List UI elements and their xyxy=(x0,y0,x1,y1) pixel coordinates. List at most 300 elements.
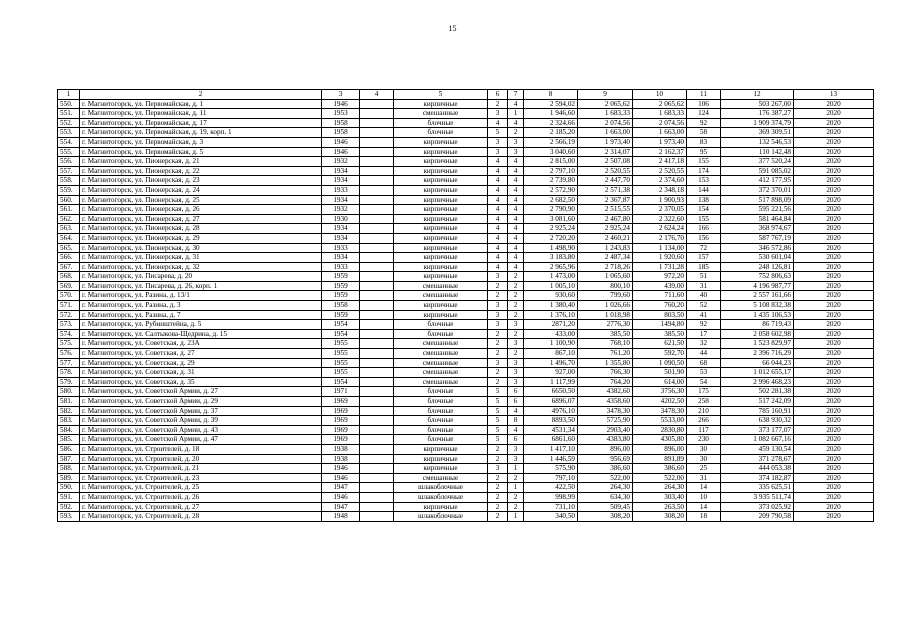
cell-address: г. Магнитогорск, ул. Писарева, д. 20 xyxy=(80,272,322,282)
cell-number: 551. xyxy=(58,109,80,119)
header-cell-number: 1 xyxy=(58,90,80,100)
cell-year: 1954 xyxy=(322,329,360,339)
cell-residents: 166 xyxy=(687,224,721,234)
cell-wall-material: смешанные xyxy=(394,281,488,291)
cell-year-planned: 2020 xyxy=(794,243,874,253)
cell-wall-material: блочные xyxy=(394,329,488,339)
cell-wall-material: блочные xyxy=(394,406,488,416)
cell-number: 593. xyxy=(58,512,80,522)
cell-number: 576. xyxy=(58,349,80,359)
cell-wall-material: смешанные xyxy=(394,368,488,378)
cell-entrances: 4 xyxy=(508,195,524,205)
cell-total-area: 2 720,20 xyxy=(524,233,578,243)
cell-floors: 2 xyxy=(488,339,508,349)
cell-cost: 1 435 106,53 xyxy=(721,310,794,320)
cell-residents: 154 xyxy=(687,205,721,215)
cell-residents: 175 xyxy=(687,387,721,397)
cell-area-residential: 2 074,56 xyxy=(633,118,687,128)
cell-year-planned: 2020 xyxy=(794,310,874,320)
cell-floors: 3 xyxy=(488,109,508,119)
table-row xyxy=(58,492,874,502)
table-row xyxy=(58,425,874,435)
cell-wall-material: смешанные xyxy=(394,377,488,387)
cell-col4 xyxy=(360,272,394,282)
cell-area-residential: 2 370,05 xyxy=(633,205,687,215)
cell-total-area: 1 117,99 xyxy=(524,377,578,387)
cell-total-area: 8893,50 xyxy=(524,416,578,426)
cell-residents: 95 xyxy=(687,147,721,157)
cell-address: г. Магнитогорск, ул. Первомайская, д. 5 xyxy=(80,147,322,157)
cell-total-area: 1 380,40 xyxy=(524,301,578,311)
cell-year-planned: 2020 xyxy=(794,281,874,291)
cell-cost: 752 806,63 xyxy=(721,272,794,282)
cell-floors: 3 xyxy=(488,310,508,320)
cell-cost: 530 601,04 xyxy=(721,253,794,263)
cell-col4 xyxy=(360,214,394,224)
cell-cost: 785 160,91 xyxy=(721,406,794,416)
cell-col4 xyxy=(360,301,394,311)
cell-address: г. Магнитогорск, ул. Первомайская, д. 3 xyxy=(80,137,322,147)
cell-total-area: 4531,34 xyxy=(524,425,578,435)
cell-address: г. Магнитогорск, ул. Советская, д. 31 xyxy=(80,368,322,378)
table-row xyxy=(58,128,874,138)
cell-floors: 4 xyxy=(488,118,508,128)
cell-floors: 2 xyxy=(488,349,508,359)
cell-area-residential: 263,50 xyxy=(633,502,687,512)
cell-wall-material: блочные xyxy=(394,397,488,407)
cell-col4 xyxy=(360,358,394,368)
cell-floors: 3 xyxy=(488,301,508,311)
cell-floors: 2 xyxy=(488,473,508,483)
cell-year: 1947 xyxy=(322,483,360,493)
cell-number: 570. xyxy=(58,291,80,301)
cell-address: г. Магнитогорск, ул. Строителей, д. 21 xyxy=(80,464,322,474)
cell-year-planned: 2020 xyxy=(794,99,874,109)
cell-cost: 2 996 468,23 xyxy=(721,377,794,387)
cell-entrances: 4 xyxy=(508,118,524,128)
cell-residents: 30 xyxy=(687,454,721,464)
cell-col4 xyxy=(360,377,394,387)
cell-wall-material: блочные xyxy=(394,118,488,128)
cell-year: 1969 xyxy=(322,416,360,426)
cell-number: 571. xyxy=(58,301,80,311)
cell-number: 583. xyxy=(58,416,80,426)
cell-floors: 5 xyxy=(488,406,508,416)
cell-cost: 371 278,67 xyxy=(721,454,794,464)
cell-year-planned: 2020 xyxy=(794,253,874,263)
cell-area-residential: 2 065,62 xyxy=(633,99,687,109)
cell-area-residential: 592,70 xyxy=(633,349,687,359)
cell-entrances: 2 xyxy=(508,272,524,282)
cell-number: 558. xyxy=(58,176,80,186)
cell-address: г. Магнитогорск, ул. Салтыкова-Щедрина, д. 15 xyxy=(80,329,322,339)
cell-year: 1948 xyxy=(322,512,360,522)
cell-area-premises: 1 018,98 xyxy=(578,310,633,320)
cell-wall-material: блочные xyxy=(394,320,488,330)
cell-year: 1946 xyxy=(322,473,360,483)
cell-residents: 155 xyxy=(687,157,721,167)
cell-year: 1946 xyxy=(322,464,360,474)
cell-col4 xyxy=(360,454,394,464)
table-row xyxy=(58,291,874,301)
cell-floors: 2 xyxy=(488,291,508,301)
cell-total-area: 2 797,10 xyxy=(524,166,578,176)
cell-area-premises: 2 447,70 xyxy=(578,176,633,186)
cell-area-premises: 1 663,00 xyxy=(578,128,633,138)
cell-year-planned: 2020 xyxy=(794,416,874,426)
cell-floors: 2 xyxy=(488,483,508,493)
cell-area-premises: 5725,90 xyxy=(578,416,633,426)
cell-area-premises: 2903,40 xyxy=(578,425,633,435)
cell-entrances: 4 xyxy=(508,224,524,234)
cell-area-premises: 768,10 xyxy=(578,339,633,349)
table-row xyxy=(58,243,874,253)
cell-area-premises: 761,20 xyxy=(578,349,633,359)
cell-total-area: 1 498,90 xyxy=(524,243,578,253)
cell-address: г. Магнитогорск, ул. Советская, д. 35 xyxy=(80,377,322,387)
cell-year: 1959 xyxy=(322,272,360,282)
cell-entrances: 2 xyxy=(508,492,524,502)
cell-total-area: 1 446,59 xyxy=(524,454,578,464)
cell-area-premises: 2 467,80 xyxy=(578,214,633,224)
cell-year: 1959 xyxy=(322,281,360,291)
cell-cost: 2 058 602,98 xyxy=(721,329,794,339)
cell-address: г. Магнитогорск, ул. Строителей, д. 25 xyxy=(80,483,322,493)
cell-col4 xyxy=(360,368,394,378)
housing-registry-table xyxy=(57,89,874,522)
cell-year-planned: 2020 xyxy=(794,195,874,205)
cell-wall-material: блочные xyxy=(394,416,488,426)
cell-number: 590. xyxy=(58,483,80,493)
cell-residents: 153 xyxy=(687,176,721,186)
cell-address: г. Магнитогорск, ул. Пионерская, д. 23 xyxy=(80,176,322,186)
cell-entrances: 4 xyxy=(508,157,524,167)
cell-residents: 210 xyxy=(687,406,721,416)
cell-wall-material: кирпичные xyxy=(394,214,488,224)
header-cell-entrances: 7 xyxy=(508,90,524,100)
cell-address: г. Магнитогорск, ул. Пионерская, д. 24 xyxy=(80,185,322,195)
cell-area-residential: 4202,50 xyxy=(633,397,687,407)
cell-total-area: 2 965,96 xyxy=(524,262,578,272)
cell-year-planned: 2020 xyxy=(794,464,874,474)
cell-year: 1934 xyxy=(322,224,360,234)
cell-cost: 591 085,02 xyxy=(721,166,794,176)
header-cell-col4: 4 xyxy=(360,90,394,100)
cell-total-area: 2 815,00 xyxy=(524,157,578,167)
cell-total-area: 1 946,60 xyxy=(524,109,578,119)
cell-address: г. Магнитогорск, ул. Советской Армии, д. 39 xyxy=(80,416,322,426)
cell-address: г. Магнитогорск, ул. Первомайская, д. 19, корп. 1 xyxy=(80,128,322,138)
cell-total-area: 797,10 xyxy=(524,473,578,483)
cell-year: 1955 xyxy=(322,339,360,349)
header-cell-address: 2 xyxy=(80,90,322,100)
cell-col4 xyxy=(360,512,394,522)
table-row xyxy=(58,214,874,224)
cell-floors: 4 xyxy=(488,243,508,253)
cell-number: 587. xyxy=(58,454,80,464)
cell-wall-material: шлакоблочные xyxy=(394,512,488,522)
cell-address: г. Магнитогорск, ул. Советской Армии, д. 43 xyxy=(80,425,322,435)
header-cell-year: 3 xyxy=(322,90,360,100)
cell-floors: 4 xyxy=(488,233,508,243)
cell-area-residential: 1 900,93 xyxy=(633,195,687,205)
cell-col4 xyxy=(360,109,394,119)
cell-year: 1934 xyxy=(322,233,360,243)
cell-floors: 3 xyxy=(488,464,508,474)
cell-number: 562. xyxy=(58,214,80,224)
cell-col4 xyxy=(360,473,394,483)
cell-entrances: 1 xyxy=(508,464,524,474)
cell-residents: 14 xyxy=(687,502,721,512)
cell-year-planned: 2020 xyxy=(794,387,874,397)
cell-area-residential: 1 683,33 xyxy=(633,109,687,119)
cell-address: г. Магнитогорск, ул. Строителей, д. 23 xyxy=(80,473,322,483)
cell-col4 xyxy=(360,99,394,109)
cell-residents: 157 xyxy=(687,253,721,263)
cell-address: г. Магнитогорск, ул. Разина, д. 3 xyxy=(80,301,322,311)
cell-total-area: 2 790,90 xyxy=(524,205,578,215)
table-row xyxy=(58,166,874,176)
cell-year-planned: 2020 xyxy=(794,233,874,243)
cell-col4 xyxy=(360,262,394,272)
table-row xyxy=(58,416,874,426)
cell-residents: 155 xyxy=(687,214,721,224)
cell-area-premises: 2 074,56 xyxy=(578,118,633,128)
cell-total-area: 433,00 xyxy=(524,329,578,339)
cell-cost: 1 909 374,79 xyxy=(721,118,794,128)
cell-address: г. Магнитогорск, ул. Пионерская, д. 25 xyxy=(80,195,322,205)
table-row xyxy=(58,262,874,272)
cell-total-area: 422,50 xyxy=(524,483,578,493)
cell-year: 1954 xyxy=(322,377,360,387)
cell-year: 1955 xyxy=(322,368,360,378)
table-row xyxy=(58,205,874,215)
table-row xyxy=(58,377,874,387)
cell-year: 1938 xyxy=(322,444,360,454)
cell-number: 568. xyxy=(58,272,80,282)
cell-area-premises: 2 520,55 xyxy=(578,166,633,176)
cell-residents: 58 xyxy=(687,128,721,138)
cell-cost: 581 464,84 xyxy=(721,214,794,224)
cell-cost: 517 242,09 xyxy=(721,397,794,407)
cell-wall-material: кирпичные xyxy=(394,464,488,474)
cell-address: г. Магнитогорск, ул. Советская, д. 29 xyxy=(80,358,322,368)
cell-total-area: 2 594,02 xyxy=(524,99,578,109)
cell-address: г. Магнитогорск, ул. Рубинштейна, д. 5 xyxy=(80,320,322,330)
cell-entrances: 3 xyxy=(508,368,524,378)
cell-cost: 209 790,58 xyxy=(721,512,794,522)
cell-col4 xyxy=(360,253,394,263)
header-cell-total-area: 8 xyxy=(524,90,578,100)
cell-area-premises: 385,50 xyxy=(578,329,633,339)
cell-col4 xyxy=(360,492,394,502)
cell-wall-material: блочные xyxy=(394,387,488,397)
cell-number: 591. xyxy=(58,492,80,502)
cell-area-residential: 621,50 xyxy=(633,339,687,349)
cell-year-planned: 2020 xyxy=(794,262,874,272)
cell-area-residential: 711,60 xyxy=(633,291,687,301)
cell-address: г. Магнитогорск, ул. Советская, д. 27 xyxy=(80,349,322,359)
cell-col4 xyxy=(360,502,394,512)
cell-year: 1946 xyxy=(322,492,360,502)
cell-area-residential: 1 090,50 xyxy=(633,358,687,368)
cell-number: 553. xyxy=(58,128,80,138)
cell-area-residential: 2 162,37 xyxy=(633,147,687,157)
cell-wall-material: кирпичные xyxy=(394,502,488,512)
cell-floors: 4 xyxy=(488,176,508,186)
table-row xyxy=(58,387,874,397)
cell-year: 1932 xyxy=(322,157,360,167)
table-row xyxy=(58,368,874,378)
cell-wall-material: кирпичные xyxy=(394,185,488,195)
cell-area-residential: 2 624,24 xyxy=(633,224,687,234)
cell-address: г. Магнитогорск, ул. Строителей, д. 26 xyxy=(80,492,322,502)
cell-number: 573. xyxy=(58,320,80,330)
cell-residents: 30 xyxy=(687,444,721,454)
header-cell-year-planned: 13 xyxy=(794,90,874,100)
cell-year-planned: 2020 xyxy=(794,176,874,186)
table-row xyxy=(58,224,874,234)
cell-floors: 4 xyxy=(488,157,508,167)
table-row xyxy=(58,281,874,291)
table-row xyxy=(58,358,874,368)
cell-total-area: 927,00 xyxy=(524,368,578,378)
cell-cost: 176 387,27 xyxy=(721,109,794,119)
cell-floors: 5 xyxy=(488,387,508,397)
cell-year-planned: 2020 xyxy=(794,473,874,483)
cell-entrances: 3 xyxy=(508,147,524,157)
cell-cost: 346 572,86 xyxy=(721,243,794,253)
cell-wall-material: смешанные xyxy=(394,349,488,359)
cell-year: 1954 xyxy=(322,320,360,330)
cell-col4 xyxy=(360,387,394,397)
cell-address: г. Магнитогорск, ул. Пионерская, д. 22 xyxy=(80,166,322,176)
cell-col4 xyxy=(360,464,394,474)
cell-year: 1958 xyxy=(322,128,360,138)
cell-col4 xyxy=(360,320,394,330)
cell-residents: 156 xyxy=(687,233,721,243)
cell-entrances: 4 xyxy=(508,253,524,263)
cell-area-residential: 614,00 xyxy=(633,377,687,387)
cell-year-planned: 2020 xyxy=(794,483,874,493)
cell-floors: 4 xyxy=(488,224,508,234)
header-cell-floors: 6 xyxy=(488,90,508,100)
cell-area-residential: 3756,30 xyxy=(633,387,687,397)
cell-total-area: 3 183,80 xyxy=(524,253,578,263)
cell-cost: 248 126,81 xyxy=(721,262,794,272)
cell-number: 561. xyxy=(58,205,80,215)
cell-area-premises: 4382,60 xyxy=(578,387,633,397)
cell-residents: 230 xyxy=(687,435,721,445)
cell-wall-material: шлакоблочные xyxy=(394,483,488,493)
cell-floors: 2 xyxy=(488,512,508,522)
cell-wall-material: кирпичные xyxy=(394,272,488,282)
cell-wall-material: кирпичные xyxy=(394,310,488,320)
cell-wall-material: кирпичные xyxy=(394,243,488,253)
table-row xyxy=(58,397,874,407)
table-row xyxy=(58,233,874,243)
cell-year: 1934 xyxy=(322,253,360,263)
cell-entrances: 6 xyxy=(508,387,524,397)
cell-address: г. Магнитогорск, ул. Первомайская, д. 1 xyxy=(80,99,322,109)
cell-wall-material: кирпичные xyxy=(394,147,488,157)
cell-area-residential: 2 348,18 xyxy=(633,185,687,195)
cell-number: 559. xyxy=(58,185,80,195)
cell-area-residential: 760,20 xyxy=(633,301,687,311)
cell-year-planned: 2020 xyxy=(794,224,874,234)
cell-year-planned: 2020 xyxy=(794,444,874,454)
cell-year: 1933 xyxy=(322,243,360,253)
cell-total-area: 1 005,10 xyxy=(524,281,578,291)
cell-residents: 31 xyxy=(687,473,721,483)
cell-col4 xyxy=(360,329,394,339)
cell-floors: 4 xyxy=(488,185,508,195)
cell-number: 574. xyxy=(58,329,80,339)
cell-number: 585. xyxy=(58,435,80,445)
cell-area-residential: 2 417,18 xyxy=(633,157,687,167)
cell-floors: 4 xyxy=(488,166,508,176)
cell-floors: 3 xyxy=(488,137,508,147)
cell-entrances: 2 xyxy=(508,310,524,320)
cell-col4 xyxy=(360,339,394,349)
cell-area-premises: 522,00 xyxy=(578,473,633,483)
cell-area-premises: 308,20 xyxy=(578,512,633,522)
cell-residents: 31 xyxy=(687,281,721,291)
cell-address: г. Магнитогорск, ул. Советской Армии, д. 47 xyxy=(80,435,322,445)
cell-residents: 52 xyxy=(687,301,721,311)
table-row xyxy=(58,157,874,167)
cell-entrances: 3 xyxy=(508,339,524,349)
cell-residents: 32 xyxy=(687,339,721,349)
table-row xyxy=(58,195,874,205)
cell-wall-material: кирпичные xyxy=(394,454,488,464)
cell-entrances: 4 xyxy=(508,243,524,253)
cell-entrances: 2 xyxy=(508,502,524,512)
cell-wall-material: смешанные xyxy=(394,339,488,349)
cell-wall-material: смешанные xyxy=(394,109,488,119)
cell-col4 xyxy=(360,281,394,291)
cell-year: 1969 xyxy=(322,425,360,435)
cell-number: 580. xyxy=(58,387,80,397)
cell-floors: 3 xyxy=(488,358,508,368)
cell-col4 xyxy=(360,166,394,176)
cell-year: 1938 xyxy=(322,454,360,464)
cell-residents: 17 xyxy=(687,329,721,339)
table-row xyxy=(58,176,874,186)
table-row xyxy=(58,473,874,483)
cell-wall-material: смешанные xyxy=(394,473,488,483)
cell-floors: 3 xyxy=(488,320,508,330)
cell-col4 xyxy=(360,137,394,147)
cell-entrances: 4 xyxy=(508,233,524,243)
table-row xyxy=(58,137,874,147)
cell-number: 552. xyxy=(58,118,80,128)
cell-wall-material: кирпичные xyxy=(394,157,488,167)
cell-cost: 444 053,38 xyxy=(721,464,794,474)
cell-residents: 53 xyxy=(687,368,721,378)
cell-entrances: 1 xyxy=(508,483,524,493)
cell-residents: 92 xyxy=(687,320,721,330)
cell-area-premises: 956,69 xyxy=(578,454,633,464)
cell-cost: 2 396 716,29 xyxy=(721,349,794,359)
cell-residents: 106 xyxy=(687,99,721,109)
cell-area-residential: 891,89 xyxy=(633,454,687,464)
cell-cost: 369 309,51 xyxy=(721,128,794,138)
cell-wall-material: кирпичные xyxy=(394,262,488,272)
cell-year: 1959 xyxy=(322,291,360,301)
cell-area-residential: 2 520,55 xyxy=(633,166,687,176)
cell-year: 1946 xyxy=(322,137,360,147)
